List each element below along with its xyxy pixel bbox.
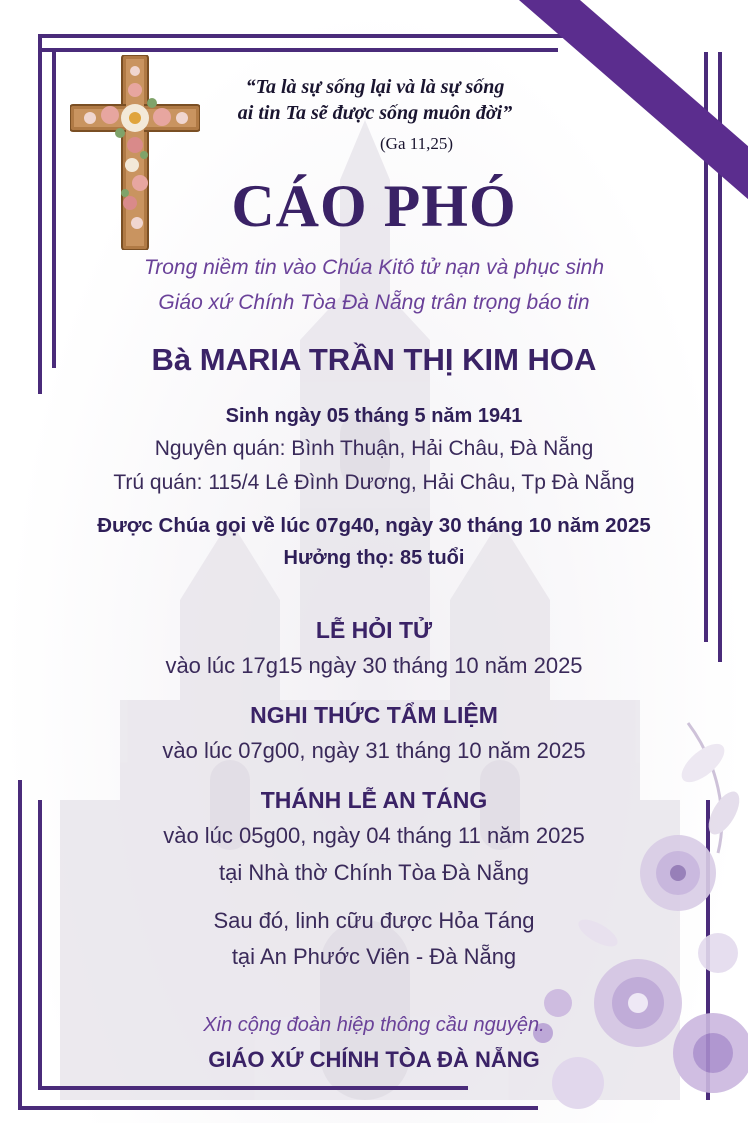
event-1-time: vào lúc 17g15 ngày 30 tháng 10 năm 2025 bbox=[165, 653, 583, 678]
cremation-line-2: tại An Phước Viên - Đà Nẵng bbox=[231, 944, 517, 969]
residence: Trú quán: 115/4 Lê Đình Dương, Hải Châu, Tp Đà Nẵng bbox=[113, 471, 635, 494]
closing-prayer: Xin cộng đoàn hiệp thông cầu nguyện. bbox=[203, 1014, 545, 1036]
cremation-line-1: Sau đó, linh cữu được Hỏa Táng bbox=[213, 908, 535, 933]
event-2-title: NGHI THỨC TẨM LIỆM bbox=[250, 702, 498, 728]
quote-reference: (Ga 11,25) bbox=[380, 134, 454, 153]
quote-line-1: “Ta là sự sống lại và là sự sống bbox=[245, 76, 505, 98]
event-2-time: vào lúc 07g00, ngày 31 tháng 10 năm 2025 bbox=[162, 738, 586, 763]
event-3-place: tại Nhà thờ Chính Tòa Đà Nẵng bbox=[219, 860, 529, 885]
frame-bottom-line-outer bbox=[18, 1106, 538, 1110]
intro-line-2: Giáo xứ Chính Tòa Đà Nẵng trân trọng báo tin bbox=[158, 291, 590, 314]
signature: GIÁO XỨ CHÍNH TÒA ĐÀ NẴNG bbox=[208, 1047, 540, 1072]
frame-top-line-inner bbox=[38, 48, 558, 52]
event-1-title: LỄ HỎI TỬ bbox=[315, 617, 433, 643]
page-title: CÁO PHÓ bbox=[231, 173, 517, 239]
deceased-name: Bà MARIA TRẦN THỊ KIM HOA bbox=[151, 342, 597, 377]
frame-bottom-line-inner bbox=[38, 1086, 468, 1090]
event-3-time: vào lúc 05g00, ngày 04 tháng 11 năm 2025 bbox=[163, 823, 585, 848]
origin: Nguyên quán: Bình Thuận, Hải Châu, Đà Nẵng bbox=[154, 437, 594, 460]
quote-line-2: ai tin Ta sẽ được sống muôn đời” bbox=[237, 102, 513, 124]
frame-top-line bbox=[38, 34, 578, 38]
intro-line-1: Trong niềm tin vào Chúa Kitô tử nạn và phục sinh bbox=[143, 256, 604, 279]
birth-date: Sinh ngày 05 tháng 5 năm 1941 bbox=[225, 405, 523, 427]
event-3-title: THÁNH LỄ AN TÁNG bbox=[260, 787, 488, 813]
death-notice: Được Chúa gọi về lúc 07g40, ngày 30 tháng 10 năm 2025 bbox=[97, 514, 651, 537]
age: Hưởng thọ: 85 tuổi bbox=[283, 547, 465, 569]
scripture-quote bbox=[205, 74, 545, 126]
